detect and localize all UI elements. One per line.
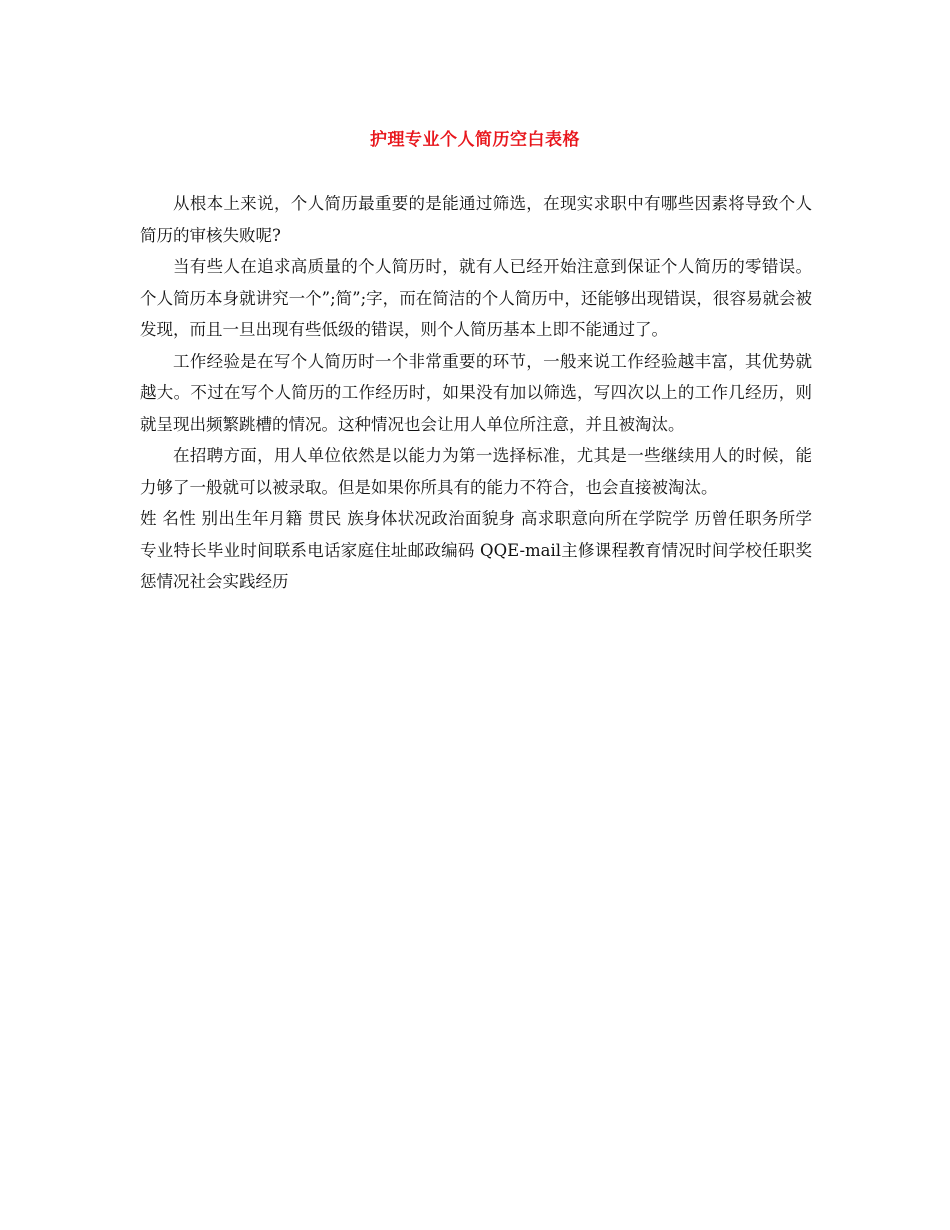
document-title: 护理专业个人简历空白表格 <box>370 130 580 150</box>
document-body <box>140 188 812 598</box>
paragraph-2: 当有些人在追求高质量的个人简历时，就有人已经开始注意到保证个人简历的零错误。个人简历本身就讲究一个”;简”;字，而在简洁的个人简历中，还能够出现错误，很容易就会被发现，而且一旦出现有些低级的错误，则个人简历基本上即不能通过了。 <box>140 257 812 339</box>
paragraph-4: 在招聘方面，用人单位依然是以能力为第一选择标准，尤其是一些继续用人的时候，能力够了一般就可以被录取。但是如果你所具有的能力不符合，也会直接被淘汰。 <box>140 446 812 497</box>
paragraph-1: 从根本上来说，个人简历最重要的是能通过筛选，在现实求职中有哪些因素将导致个人简历的审核失败呢? <box>140 194 812 245</box>
resume-form-fields: 姓 名性 别出生年月籍 贯民 族身体状况政治面貌身 高求职意向所在学院学 历曾任职务所学专业特长毕业时间联系电话家庭住址邮政编码 QQE-mail主修课程教育情况时间学校任职奖惩情况社会实践经历 <box>140 509 812 591</box>
paragraph-3: 工作经验是在写个人简历时一个非常重要的环节，一般来说工作经验越丰富，其优势就越大。不过在写个人简历的工作经历时，如果没有加以筛选，写四次以上的工作几经历，则就呈现出频繁跳槽的情况。这种情况也会让用人单位所注意，并且被淘汰。 <box>140 351 812 434</box>
